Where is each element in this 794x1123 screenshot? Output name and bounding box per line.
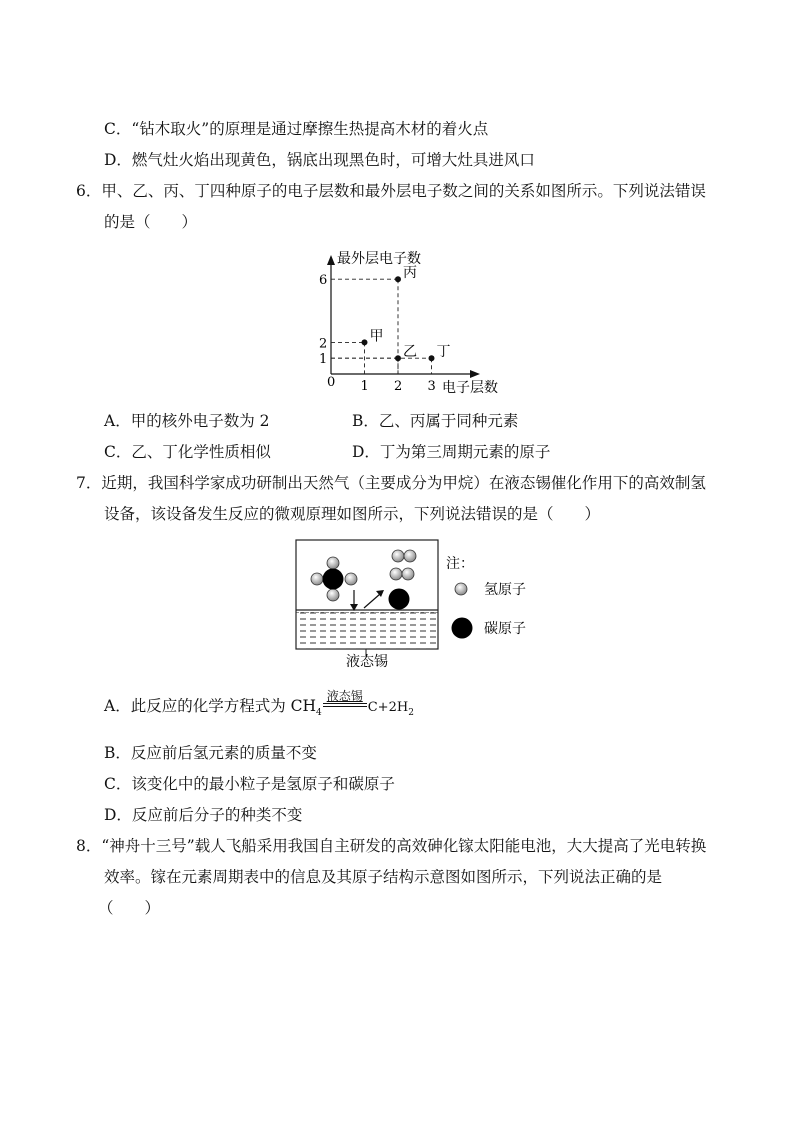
y-tick-label: 1 [319,352,328,368]
hydrogen-atom [311,573,323,585]
liquid-tin-layer [296,610,438,649]
x-tick-label: 1 [360,379,369,394]
carbon-atom [323,569,344,590]
carbon-atom [389,589,410,610]
q6-options-row1 [104,411,518,431]
q6-option-d: D．丁为第三周期元素的原子 [352,443,551,461]
q7-stem-line1: 7．近期，我国科学家成功研制出天然气（主要成分为甲烷）在液态锡催化作用下的高效制氢 [76,474,706,492]
subscript-2: 2 [408,708,414,719]
hydrogen-atom [402,568,414,580]
q8-stem-line1: 8．“神舟十三号”载人飞船采用我国自主研发的高效砷化镓太阳能电池，大大提高了光电转换 [76,837,707,855]
legend-note-label: 注： [446,556,474,572]
data-point [395,355,401,361]
data-point-label: 丁 [436,344,451,361]
hydrogen-atom [404,550,416,562]
q6-stem-line1: 6．甲、乙、丙、丁四种原子的电子层数和最外层电子数之间的关系如图所示。下列说法错误 [76,182,706,200]
q8-stem-line2: 效率。镓在元素周期表中的信息及其原子结构示意图如图所示，下列说法正确的是 [104,868,663,886]
reaction-condition-arrow [323,689,367,714]
q7-option-d: D．反应前后分子的种类不变 [104,806,303,824]
x-tick-label: 3 [427,379,436,394]
hydrogen-atom [390,568,402,580]
x-axis-arrow [470,370,480,378]
origin-label: 0 [327,375,336,390]
legend-carbon-label: 碳原子 [484,621,526,637]
hydrogen-atom [345,573,357,585]
x-tick-label: 2 [394,379,403,394]
data-point [429,355,435,361]
q6-stem-line2: 的是（ ） [104,213,198,231]
q7-option-b: B．反应前后氢元素的质量不变 [104,744,317,762]
y-axis-label: 最外层电子数 [337,251,421,267]
data-point-label: 乙 [403,344,417,361]
q6-option-c: C．乙、丁化学性质相似 [104,443,271,461]
data-point [395,276,401,282]
q6-options-row2 [104,442,550,462]
equation-prefix: A．此反应的化学方程式为 CH [104,697,316,715]
data-point-label: 丙 [403,265,417,282]
data-point [362,339,368,345]
q6-option-b: B．乙、丙属于同种元素 [352,412,519,430]
q6-option-a: A．甲的核外电子数为 2 [104,412,270,430]
q7-option-a [104,689,414,724]
q7-diagram [0,532,794,672]
q7-stem-line2: 设备，该设备发生反应的微观原理如图所示，下列说法错误的是（ ） [104,505,601,523]
q5-option-d: D．燃气灶火焰出现黄色，锅底出现黑色时，可增大灶具进风口 [104,151,535,169]
hydrogen-atom [327,557,339,569]
q7-option-c: C．该变化中的最小粒子是氢原子和碳原子 [104,775,395,793]
q5-option-c: C．“钻木取火”的原理是通过摩擦生热提高木材的着火点 [104,120,489,138]
hydrogen-atom [327,589,339,601]
equation-product: C+2H [367,700,409,715]
liquid-tin-label: 液态锡 [346,654,388,670]
q8-stem-line3: （ ） [98,899,161,917]
condition-label: 液态锡 [326,689,363,703]
q6-chart [0,246,794,396]
y-tick-label: 2 [319,336,328,352]
legend-hydrogen-icon [455,583,467,595]
legend-carbon-icon [452,618,473,639]
legend-hydrogen-label: 氢原子 [484,582,526,598]
y-axis-arrow [327,255,335,265]
subscript-4: 4 [316,708,322,719]
data-point-label: 甲 [369,328,384,345]
x-axis-label: 电子层数 [442,380,498,396]
hydrogen-atom [392,550,404,562]
y-tick-label: 6 [319,273,328,289]
